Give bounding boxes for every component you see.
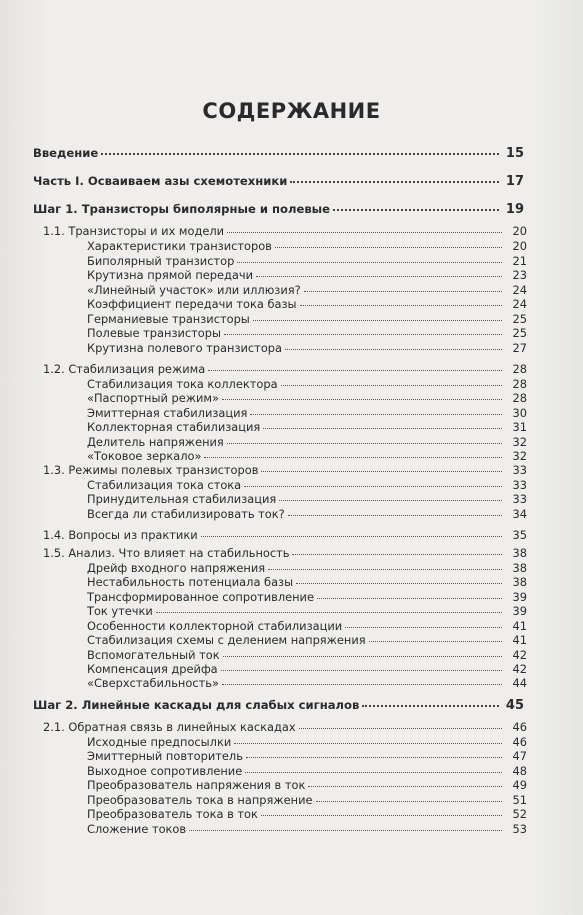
toc-page-number: 33: [512, 492, 527, 506]
toc-page-number: 25: [512, 326, 527, 340]
toc-page-number: 32: [512, 435, 527, 449]
toc-page-number: 39: [512, 604, 527, 618]
toc-subsection: [87, 808, 527, 821]
toc-page-number: 45: [505, 698, 524, 713]
dot-leader: [299, 727, 502, 729]
toc-entry-title: Исходные предпосылки: [87, 735, 232, 749]
dot-leader: [234, 742, 502, 744]
toc-entry-title: Преобразователь тока в ток: [87, 807, 258, 821]
toc-subsection: [87, 576, 527, 589]
toc-subsection: [87, 677, 527, 690]
dot-leader: [256, 275, 502, 277]
toc-subsection: [87, 479, 527, 492]
toc-entry-title: 1.3. Режимы полевых транзисторов: [43, 463, 259, 477]
toc-entry-title: Дрейф входного напряжения: [87, 561, 266, 575]
toc-subsection: [87, 794, 527, 807]
toc-page-number: 24: [512, 297, 527, 311]
toc-heading: [33, 203, 524, 216]
toc-page-number: 38: [512, 546, 527, 560]
toc-entry-title: Стабилизация схемы с делением напряжения: [87, 633, 366, 647]
toc-entry-title: Ток утечки: [87, 604, 153, 618]
toc-page-number: 34: [512, 507, 527, 521]
toc-page-number: 23: [512, 268, 527, 282]
toc-entry-title: 2.1. Обратная связь в линейных каскадах: [43, 720, 296, 734]
toc-subsection: [87, 736, 527, 749]
toc-page-number: 42: [512, 648, 527, 662]
toc-section: [43, 363, 527, 376]
toc-section: [43, 721, 527, 734]
dot-leader: [292, 553, 502, 555]
dot-leader: [290, 180, 499, 183]
toc-page-number: 30: [512, 406, 527, 420]
toc-section: [43, 529, 527, 542]
toc-page-number: 46: [512, 735, 527, 749]
toc-entry-title: 1.1. Транзисторы и их модели: [43, 224, 225, 238]
dot-leader: [101, 152, 499, 155]
toc-page-number: 15: [505, 146, 524, 161]
toc-heading: [33, 175, 524, 188]
toc-page-number: 28: [512, 377, 527, 391]
dot-leader: [285, 348, 502, 350]
toc-page-number: 19: [505, 202, 524, 217]
toc-subsection: [87, 765, 527, 778]
toc-subsection: [87, 436, 527, 449]
toc-entry-title: «Линейный участок» или иллюзия?: [87, 283, 301, 297]
toc-subsection: [87, 240, 527, 253]
toc-page-number: 53: [512, 822, 527, 836]
toc-page-number: 35: [512, 528, 527, 542]
toc-entry-title: Германиевые транзисторы: [87, 312, 250, 326]
toc-entry-title: Делитель напряжения: [87, 435, 224, 449]
toc-entry-title: Часть I. Осваиваем азы схемотехники: [33, 174, 288, 188]
toc-page-number: 52: [512, 807, 527, 821]
toc-page-number: 39: [512, 590, 527, 604]
toc-entry-title: 1.5. Анализ. Что влияет на стабильность: [43, 546, 290, 560]
dot-leader: [208, 369, 502, 371]
toc-page-number: 20: [512, 239, 527, 253]
toc-subsection: [87, 269, 527, 282]
toc-page-number: 17: [505, 174, 524, 189]
dot-leader: [304, 290, 502, 292]
toc-subsection: [87, 313, 527, 326]
dot-leader: [253, 319, 502, 321]
toc-page-number: 42: [512, 662, 527, 676]
toc-page-number: 38: [512, 575, 527, 589]
toc-entry-title: Коэффициент передачи тока базы: [87, 297, 297, 311]
dot-leader: [268, 568, 502, 570]
toc-page-number: 24: [512, 283, 527, 297]
toc-entry-title: Крутизна прямой передачи: [87, 268, 253, 282]
toc-section: [43, 547, 527, 560]
toc-entry-title: Введение: [33, 146, 99, 160]
toc-subsection: [87, 750, 527, 763]
toc-entry-title: «Паспортный режим»: [87, 391, 219, 405]
dot-leader: [296, 582, 502, 584]
toc-entry-title: Особенности коллекторной стабилизации: [87, 619, 343, 633]
toc-page-number: 48: [512, 764, 527, 778]
dot-leader: [300, 304, 503, 306]
toc-subsection: [87, 591, 527, 604]
toc-page-number: 20: [512, 224, 527, 238]
toc-entry-title: Нестабильность потенциала базы: [87, 575, 294, 589]
toc-subsection: [87, 378, 527, 391]
toc-subsection: [87, 421, 527, 434]
toc-entry-title: Преобразователь напряжения в ток: [87, 778, 306, 792]
toc-page-number: 31: [512, 420, 527, 434]
dot-leader: [221, 669, 502, 671]
toc-subsection: [87, 284, 527, 297]
dot-leader: [189, 829, 502, 831]
toc-page-number: 47: [512, 749, 527, 763]
dot-leader: [308, 785, 502, 787]
toc-heading: [33, 699, 524, 712]
dot-leader: [222, 398, 502, 400]
dot-leader: [245, 771, 502, 773]
dot-leader: [288, 514, 502, 516]
toc-subsection: [87, 823, 527, 836]
dot-leader: [369, 640, 502, 642]
toc-page-number: 28: [512, 362, 527, 376]
toc-entry-title: Полевые транзисторы: [87, 326, 222, 340]
toc-entry-title: Выходное сопротивление: [87, 764, 243, 778]
toc-page-number: 41: [512, 619, 527, 633]
dot-leader: [246, 756, 502, 758]
toc-page-number: 33: [512, 463, 527, 477]
dot-leader: [223, 655, 502, 657]
toc-page-number: 21: [512, 254, 527, 268]
toc-subsection: [87, 508, 527, 521]
dot-leader: [201, 535, 502, 537]
toc-entry-title: Сложение токов: [87, 822, 187, 836]
dot-leader: [362, 704, 499, 707]
toc-page-number: 33: [512, 478, 527, 492]
toc-page-number: 38: [512, 561, 527, 575]
toc-page-number: 44: [512, 676, 527, 690]
toc-entry-title: Вспомогательный ток: [87, 648, 220, 662]
dot-leader: [224, 333, 502, 335]
toc-subsection: [87, 620, 527, 633]
dot-leader: [227, 442, 502, 444]
toc-page-number: 49: [512, 778, 527, 792]
toc-entry-title: Характеристики транзисторов: [87, 239, 272, 253]
toc-entry-title: Стабилизация тока коллектора: [87, 377, 278, 391]
toc-entry-title: Компенсация дрейфа: [87, 662, 218, 676]
toc-entry-title: «Токовое зеркало»: [87, 449, 202, 463]
dot-leader: [204, 456, 502, 458]
dot-leader: [317, 597, 502, 599]
toc-entry-title: «Сверхстабильность»: [87, 676, 219, 690]
dot-leader: [316, 800, 503, 802]
toc-subsection: [87, 779, 527, 792]
dot-leader: [227, 231, 502, 233]
toc-entry-title: Шаг 2. Линейные каскады для слабых сигналов: [33, 698, 360, 712]
toc-subsection: [87, 342, 527, 355]
toc-subsection: [87, 634, 527, 647]
dot-leader: [281, 384, 502, 386]
toc-entry-title: Преобразователь тока в напряжение: [87, 793, 313, 807]
toc-entry-title: Всегда ли стабилизировать ток?: [87, 507, 285, 521]
toc-subsection: [87, 450, 527, 463]
dot-leader: [333, 208, 499, 211]
dot-leader: [275, 246, 502, 248]
toc-subsection: [87, 392, 527, 405]
toc-entry-title: Принудительная стабилизация: [87, 492, 277, 506]
toc-page-number: 46: [512, 720, 527, 734]
toc-page-number: 27: [512, 341, 527, 355]
dot-leader: [261, 814, 502, 816]
toc-page-number: 41: [512, 633, 527, 647]
toc-page-number: 25: [512, 312, 527, 326]
dot-leader: [244, 485, 502, 487]
dot-leader: [279, 499, 502, 501]
toc-page-number: 51: [512, 793, 527, 807]
toc-entry-title: Крутизна полевого транзистора: [87, 341, 282, 355]
toc-entry-title: 1.2. Стабилизация режима: [43, 362, 206, 376]
toc-page-number: 32: [512, 449, 527, 463]
dot-leader: [261, 470, 502, 472]
toc-entry-title: Эмиттерный повторитель: [87, 749, 243, 763]
dot-leader: [345, 626, 502, 628]
toc-subsection: [87, 605, 527, 618]
toc-subsection: [87, 255, 527, 268]
toc-subsection: [87, 562, 527, 575]
dot-leader: [222, 683, 502, 685]
toc-heading: [33, 147, 524, 160]
toc-entry-title: Эмиттерная стабилизация: [87, 406, 248, 420]
toc-entry-title: Стабилизация тока стока: [87, 478, 242, 492]
toc-entry-title: Биполярный транзистор: [87, 254, 235, 268]
dot-leader: [263, 427, 502, 429]
dot-leader: [237, 261, 502, 263]
toc-entry-title: Трансформированное сопротивление: [87, 590, 314, 604]
toc-subsection: [87, 407, 527, 420]
toc-subsection: [87, 663, 527, 676]
toc-subsection: [87, 298, 527, 311]
toc-entry-title: Коллекторная стабилизация: [87, 420, 261, 434]
toc-page-number: 28: [512, 391, 527, 405]
toc-section: [43, 464, 527, 477]
toc-subsection: [87, 493, 527, 506]
toc-entry-title: 1.4. Вопросы из практики: [43, 528, 198, 542]
dot-leader: [250, 413, 502, 415]
page-title: СОДЕРЖАНИЕ: [202, 99, 381, 123]
toc-entry-title: Шаг 1. Транзисторы биполярные и полевые: [33, 202, 331, 216]
dot-leader: [156, 611, 502, 613]
toc-subsection: [87, 649, 527, 662]
toc-subsection: [87, 327, 527, 340]
toc-section: [43, 225, 527, 238]
